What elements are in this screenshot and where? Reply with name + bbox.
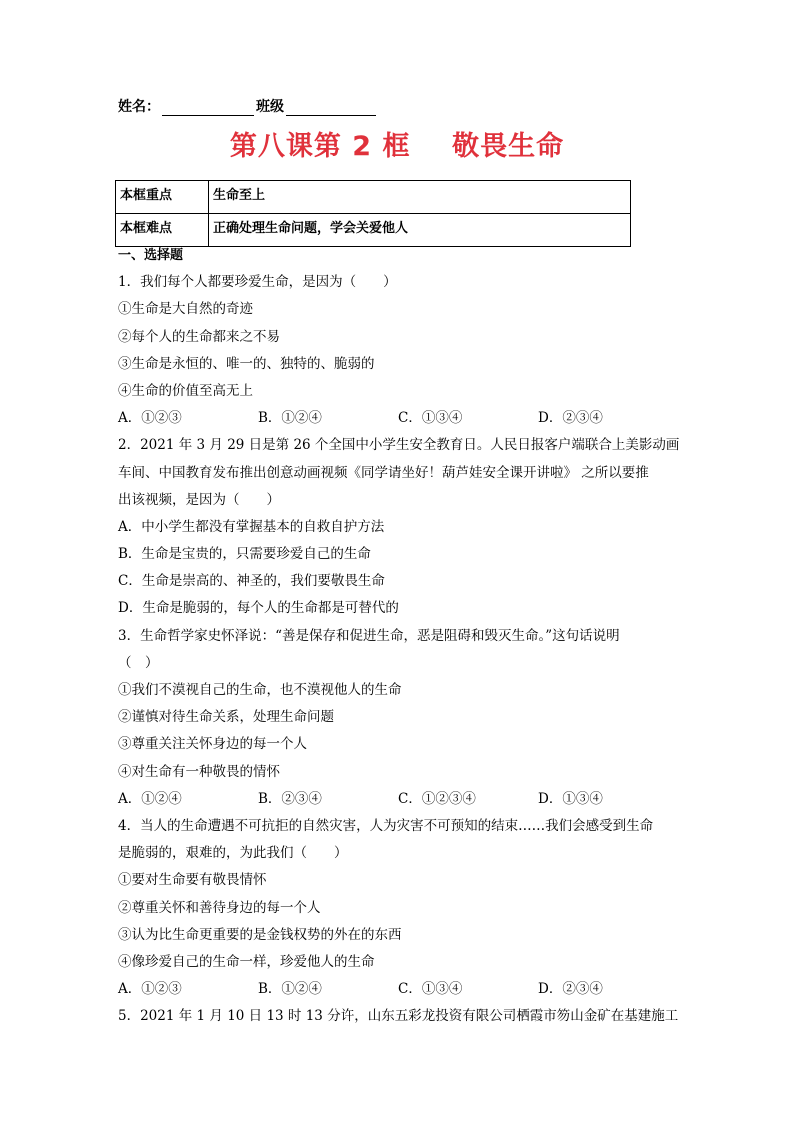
statement-item: ②尊重关怀和善待身边的每一个人 (118, 899, 321, 916)
answer-options (118, 786, 678, 813)
name-blank (162, 101, 254, 116)
statement-item: ③尊重关注关怀身边的每一个人 (118, 736, 307, 753)
option-a[interactable]: A．中小学生都没有掌握基本的自救自护方法 (118, 518, 385, 535)
option-b[interactable]: B．②③④ (258, 790, 322, 807)
option-d[interactable]: D．②③④ (538, 981, 603, 998)
key-row-focus (116, 181, 631, 214)
question-list (118, 242, 678, 1030)
statement-item: ①我们不漠视自己的生命，也不漠视他人的生命 (118, 682, 402, 698)
option-c[interactable]: C．①③④ (398, 981, 463, 998)
question-4 (118, 813, 678, 1003)
page-title: 第八课第 2 框 敬畏生命 (229, 131, 565, 162)
question-stem: 车间、中国教育发布推出创意动画视频《同学请坐好！葫芦娃安全课开讲啦》 之所以要推 (118, 464, 649, 481)
question-stem: 是脆弱的，艰难的，为此我们（ ） (118, 845, 348, 862)
key-value: 正确处理生命问题，学会关爱他人 (209, 214, 631, 247)
answer-options (118, 976, 678, 1003)
question-stem: 5．2021 年 1 月 10 日 13 时 13 分许，山东五彩龙投资有限公司栖霞市笏山金矿在基建施工 (118, 1008, 679, 1025)
section-title: 一、选择题 (118, 248, 184, 263)
statement-item: ④生命的价值至高无上 (118, 382, 253, 399)
name-class-line (118, 96, 376, 116)
name-label: 姓名： (118, 99, 160, 115)
question-stem: 4．当人的生命遭遇不可抗拒的自然灾害，人为灾害不可预知的结束……我们会感受到生命 (118, 817, 654, 834)
option-b[interactable]: B．①②④ (258, 981, 322, 998)
class-label: 班级 (256, 99, 284, 115)
option-d[interactable]: D．②③④ (538, 410, 603, 427)
statement-item: ④对生命有一种敬畏的情怀 (118, 763, 280, 780)
question-stem: 出该视频，是因为（ ） (118, 491, 280, 508)
question-2 (118, 432, 678, 622)
question-stem: 3．生命哲学家史怀泽说：“善是保存和促进生命，恶是阻碍和毁灭生命。”这句话说明 (118, 627, 620, 644)
option-d[interactable]: D．①③④ (538, 790, 603, 807)
option-b[interactable]: B．生命是宝贵的，只需要珍爱自己的生命 (118, 546, 371, 563)
key-label: 本框难点 (116, 214, 209, 247)
question-3 (118, 623, 678, 813)
option-a[interactable]: A．①②③ (118, 981, 182, 998)
statement-item: ②每个人的生命都来之不易 (118, 328, 280, 345)
option-a[interactable]: A．①②③ (118, 410, 182, 427)
key-points-table (115, 180, 631, 247)
statement-item: ③认为比生命更重要的是金钱权势的外在的东西 (118, 926, 402, 943)
question-5 (118, 1003, 678, 1030)
statement-item: ①生命是大自然的奇迹 (118, 301, 253, 318)
answer-options (118, 405, 678, 432)
key-label: 本框重点 (116, 181, 209, 214)
question-stem: 2．2021 年 3 月 29 日是第 26 个全国中小学生安全教育日。人民日报客户端联合上美影动画 (118, 437, 680, 454)
option-c[interactable]: C．①③④ (398, 410, 463, 427)
option-c[interactable]: C．生命是崇高的、神圣的，我们要敬畏生命 (118, 573, 385, 590)
class-blank (286, 101, 376, 116)
statement-item: ④像珍爱自己的生命一样，珍爱他人的生命 (118, 953, 375, 970)
question-stem: 1．我们每个人都要珍爱生命，是因为（ ） (118, 274, 397, 291)
option-a[interactable]: A．①②④ (118, 790, 182, 807)
question-stem: （ ） (118, 654, 159, 671)
question-1 (118, 269, 678, 432)
statement-item: ②谨慎对待生命关系，处理生命问题 (118, 709, 334, 726)
statement-item: ①要对生命要有敬畏情怀 (118, 872, 267, 889)
statement-item: ③生命是永恒的、唯一的、独特的、脆弱的 (118, 355, 375, 372)
option-d[interactable]: D．生命是脆弱的，每个人的生命都是可替代的 (118, 600, 399, 617)
key-value: 生命至上 (209, 181, 631, 214)
option-c[interactable]: C．①②③④ (398, 790, 476, 807)
option-b[interactable]: B．①②④ (258, 410, 322, 427)
